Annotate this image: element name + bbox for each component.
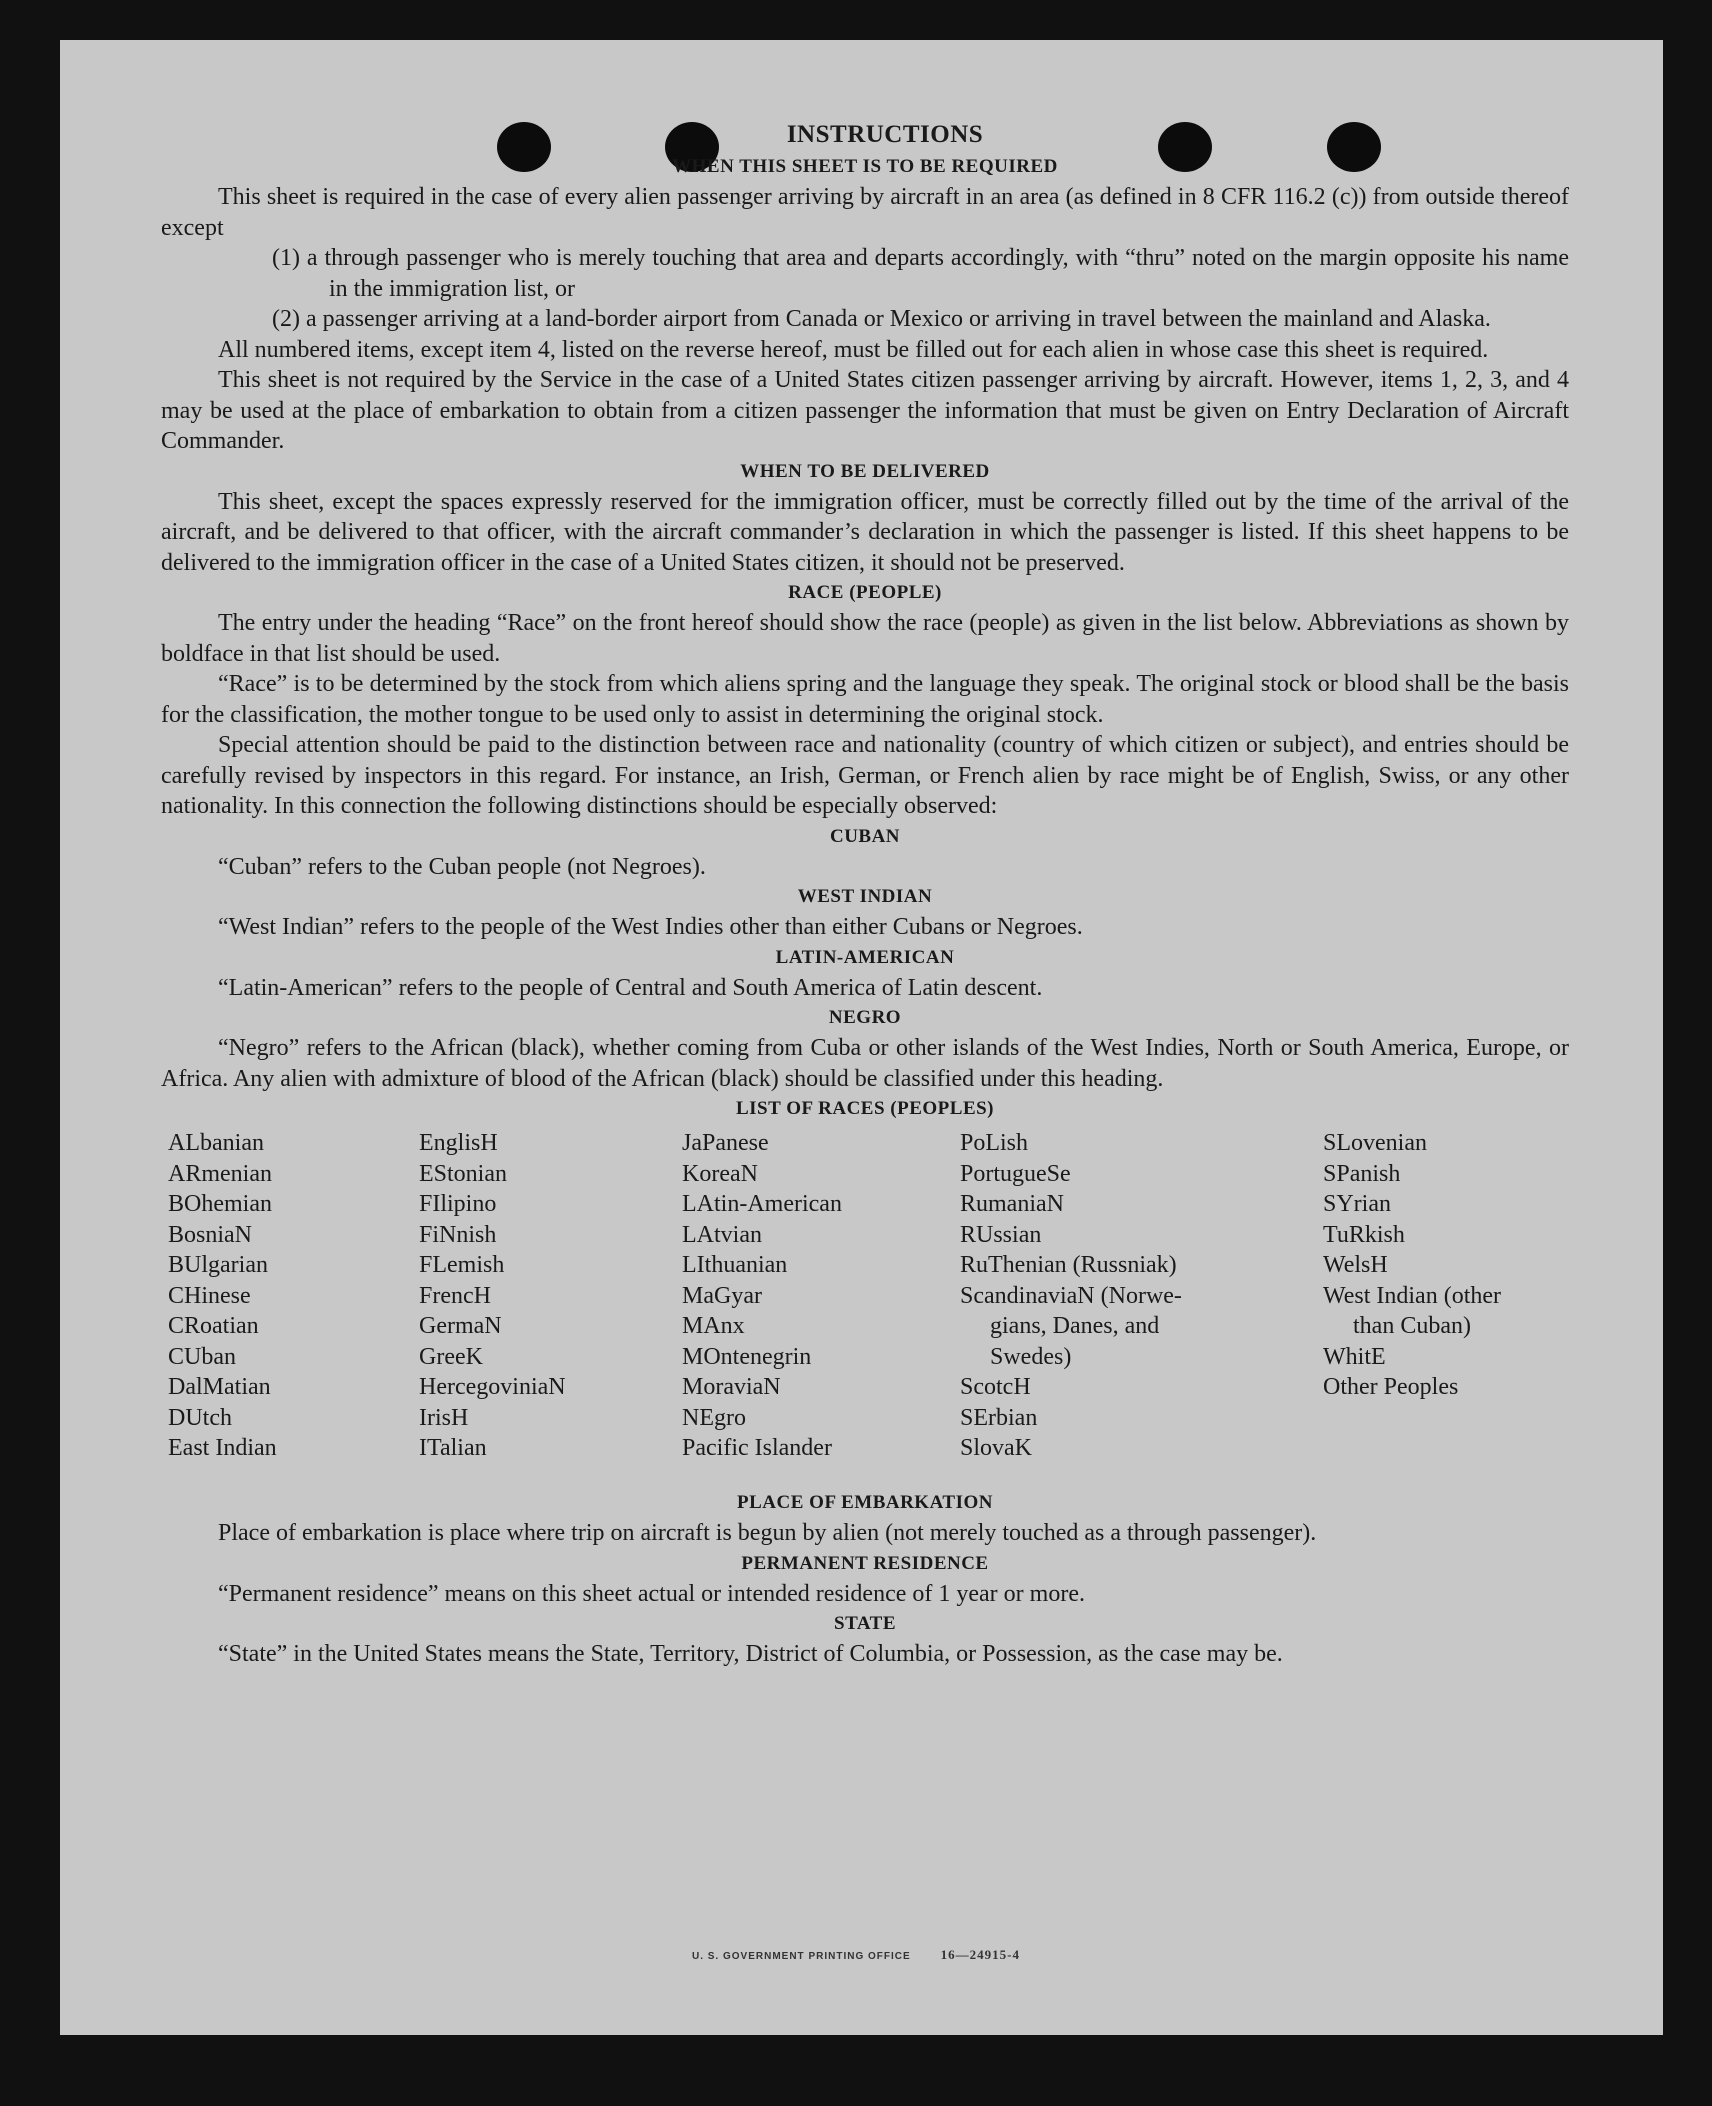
race-entry: Other Peoples bbox=[1323, 1374, 1459, 1400]
race-entry: ITalian bbox=[419, 1435, 487, 1461]
race-entry: SLovenian bbox=[1323, 1130, 1427, 1156]
paragraph: “Permanent residence” means on this sheet actual or intended residence of 1 year or more. bbox=[218, 1580, 1085, 1607]
race-entry: GermaN bbox=[419, 1313, 502, 1339]
race-entry: BOhemian bbox=[168, 1191, 272, 1217]
race-entry: LAtin-American bbox=[682, 1191, 842, 1217]
race-entry: Pacific Islander bbox=[682, 1435, 832, 1461]
race-column bbox=[1323, 1128, 1501, 1403]
race-entry: NEgro bbox=[682, 1404, 746, 1431]
race-entry: than Cuban) bbox=[1353, 1313, 1471, 1339]
paragraph: “Negro” refers to the African (black), whether coming from Cuba or other islands of the West Indies, North or South America, Europe, or Africa. Any alien with admixture of blood of the African (black) should be classified under this heading. bbox=[161, 1035, 1569, 1092]
paragraph: Special attention should be paid to the distinction between race and nationality (country of which citizen or subject), and entries should be carefully revised by inspectors in this regard. For instance, an Irish, German, or French alien by race might be of English, Swiss, or any other nationality. In this connection the following distinctions should be especially observed: bbox=[161, 732, 1569, 819]
paragraph: Place of embarkation is place where trip on aircraft is begun by alien (not merely touched as a through passenger). bbox=[218, 1520, 1317, 1546]
race-entry: DUtch bbox=[168, 1404, 232, 1431]
section-heading: RACE (PEOPLE) bbox=[788, 582, 942, 603]
race-entry: KoreaN bbox=[682, 1160, 758, 1187]
race-entry: gians, Danes, and bbox=[990, 1313, 1160, 1339]
paragraph: This sheet is required in the case of every alien passenger arriving by aircraft in an area (as defined in 8 CFR 116.2 (c)) from outside thereof except bbox=[161, 184, 1569, 241]
race-entry: JaPanese bbox=[682, 1130, 769, 1156]
race-entry: SlovaK bbox=[960, 1435, 1032, 1461]
race-entry: EStonian bbox=[419, 1160, 507, 1187]
paragraph: This sheet, except the spaces expressly reserved for the immigration officer, must be correctly filled out by the time of the arrival of the aircraft, and be delivered to that officer, with the aircraft commander’s declaration in which the passenger is listed. If this sheet happens to be delivered to the immigration officer in the case of a United States citizen, it should not be preserved. bbox=[161, 488, 1569, 576]
race-entry: PortugueSe bbox=[960, 1160, 1071, 1187]
race-entry: SPanish bbox=[1323, 1160, 1401, 1187]
section-heading: WHEN TO BE DELIVERED bbox=[740, 460, 990, 482]
race-entry: East Indian bbox=[168, 1435, 277, 1461]
paragraph: The entry under the heading “Race” on the front hereof should show the race (people) as given in the list below. Abbreviations as shown by boldface in that list should be used. bbox=[161, 610, 1569, 667]
race-entry: ARmenian bbox=[168, 1160, 272, 1187]
section-heading: LATIN-AMERICAN bbox=[775, 946, 955, 968]
race-entry: LAtvian bbox=[682, 1221, 762, 1248]
paragraph: This sheet is not required by the Service in the case of a United States citizen passenger arriving by aircraft. However, items 1, 2, 3, and 4 may be used at the place of embarkation to obtain from a citizen passenger the information that must be given on Entry Declaration of Aircraft Commander. bbox=[161, 367, 1569, 454]
race-column bbox=[960, 1128, 1290, 1464]
section-heading: STATE bbox=[834, 1613, 896, 1634]
printer-imprint bbox=[0, 1947, 1712, 1963]
race-entry: West Indian (other bbox=[1323, 1282, 1502, 1309]
race-column bbox=[419, 1128, 566, 1464]
paragraph: “Latin-American” refers to the people of Central and South America of Latin descent. bbox=[218, 974, 1043, 1001]
race-entry: WelsH bbox=[1323, 1252, 1388, 1278]
race-entry: SErbian bbox=[960, 1404, 1038, 1431]
race-entry: LIthuanian bbox=[682, 1252, 788, 1278]
page-title: INSTRUCTIONS bbox=[786, 121, 984, 148]
paragraph: All numbered items, except item 4, listed on the reverse hereof, must be filled out for each alien in whose case this sheet is required. bbox=[218, 336, 1489, 363]
race-list bbox=[161, 1128, 1569, 1488]
section-heading: LIST OF RACES (PEOPLES) bbox=[735, 1098, 995, 1119]
paragraph: “State” in the United States means the State, Territory, District of Columbia, or Possession, as the case may be. bbox=[218, 1641, 1283, 1667]
race-entry: HercegoviniaN bbox=[419, 1374, 566, 1400]
race-entry: BosniaN bbox=[168, 1221, 252, 1248]
race-entry: SYrian bbox=[1323, 1191, 1391, 1217]
race-entry: Swedes) bbox=[990, 1343, 1072, 1370]
race-entry: RuThenian (Russniak) bbox=[960, 1252, 1177, 1278]
section-heading: PLACE OF EMBARKATION bbox=[737, 1492, 993, 1513]
race-entry: RumaniaN bbox=[960, 1191, 1064, 1217]
section-heading: WEST INDIAN bbox=[797, 886, 933, 907]
race-entry: DalMatian bbox=[168, 1374, 271, 1400]
paragraph: “Race” is to be determined by the stock from which aliens spring and the language they speak. The original stock or blood shall be the basis for the classification, the mother tongue to be used only to assist in determining the original stock. bbox=[161, 671, 1569, 728]
race-entry: PoLish bbox=[960, 1130, 1029, 1156]
race-entry: RUssian bbox=[960, 1221, 1042, 1248]
section-heading: WHEN THIS SHEET IS TO BE REQUIRED bbox=[672, 156, 1058, 177]
race-entry: MoraviaN bbox=[682, 1374, 781, 1400]
instructions-body bbox=[161, 118, 1569, 1670]
race-entry: ALbanian bbox=[168, 1130, 264, 1156]
race-entry: CRoatian bbox=[168, 1313, 259, 1339]
race-entry: GreeK bbox=[419, 1343, 483, 1370]
race-entry: ScandinaviaN (Norwe- bbox=[960, 1282, 1182, 1309]
race-entry: FrencH bbox=[419, 1282, 491, 1309]
list-item: (1) a through passenger who is merely touching that area and departs accordingly, with “thru” noted on the margin opposite his name in the immigration list, or bbox=[272, 245, 1569, 302]
race-entry: EnglisH bbox=[419, 1130, 498, 1156]
list-item: (2) a passenger arriving at a land-border airport from Canada or Mexico or arriving in travel between the mainland and Alaska. bbox=[272, 306, 1491, 332]
race-entry: CHinese bbox=[168, 1282, 251, 1309]
paragraph: “West Indian” refers to the people of the West Indies other than either Cubans or Negroes. bbox=[218, 914, 1083, 940]
race-entry: TuRkish bbox=[1323, 1221, 1405, 1248]
race-column bbox=[682, 1128, 842, 1464]
section-heading: CUBAN bbox=[829, 825, 901, 847]
race-entry: FLemish bbox=[419, 1252, 505, 1278]
race-entry: WhitE bbox=[1323, 1343, 1386, 1370]
form-code: 16—24915-4 bbox=[940, 1947, 1021, 1962]
race-entry: ScotcH bbox=[960, 1374, 1031, 1400]
printer-name: U. S. GOVERNMENT PRINTING OFFICE bbox=[691, 1951, 911, 1962]
race-entry: IrisH bbox=[419, 1404, 469, 1431]
race-entry: BUlgarian bbox=[168, 1252, 268, 1278]
section-heading: NEGRO bbox=[828, 1007, 902, 1028]
section-heading: PERMANENT RESIDENCE bbox=[741, 1552, 989, 1574]
race-entry: MOntenegrin bbox=[682, 1343, 812, 1370]
paragraph: “Cuban” refers to the Cuban people (not Negroes). bbox=[218, 853, 706, 880]
race-entry: FiNnish bbox=[419, 1221, 497, 1248]
race-entry: CUban bbox=[168, 1343, 236, 1370]
race-column bbox=[168, 1128, 277, 1464]
race-entry: MaGyar bbox=[682, 1282, 762, 1309]
race-entry: MAnx bbox=[682, 1313, 745, 1339]
race-entry: FIlipino bbox=[419, 1191, 497, 1217]
